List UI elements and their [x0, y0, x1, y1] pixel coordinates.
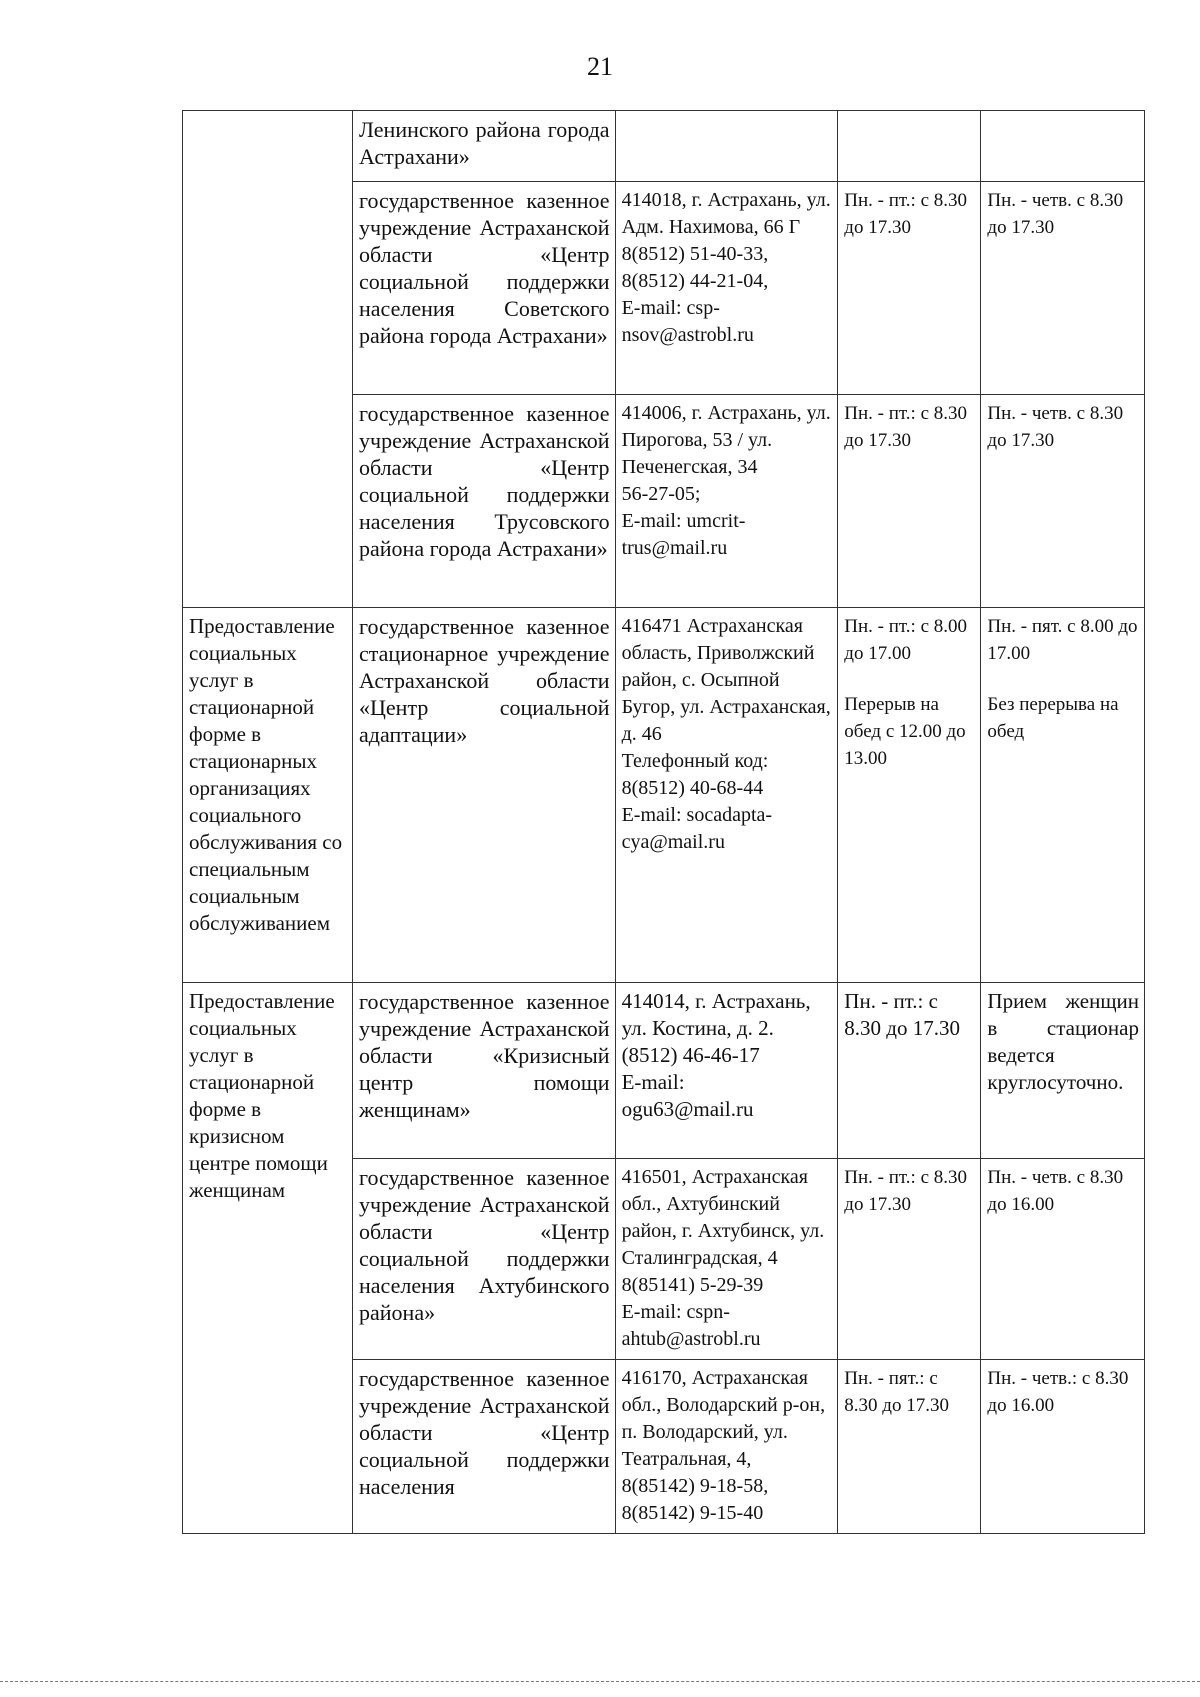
org-cell: Ленинского района города Астрахани»: [353, 111, 616, 182]
schedule-cell: Пн. - пт.: с 8.30 до 17.30: [838, 182, 981, 395]
org-cell: государственное казенное учреждение Астраханской области «Кризисный центр помощи женщинам»: [353, 983, 616, 1159]
reception-break: Без перерыва на обед: [987, 694, 1119, 742]
address-cell: 416471 Астраханская область, Приволжский район, с. Осыпной Бугор, ул. Астраханская, д. 46 Телефонный код: 8(8512) 40-68-44 E-mail: socadapta-cya@mail.ru: [615, 608, 838, 983]
org-cell: государственное казенное учреждение Астраханской области «Центр социальной поддержки населения Советского района города Астрахани»: [353, 182, 616, 395]
schedule-hours: Пн. - пт.: с 8.00 до 17.00: [844, 616, 968, 664]
org-cell: государственное казенное учреждение Астраханской области «Центр социальной поддержки населения Трусовского района города Астрахани»: [353, 395, 616, 608]
reception-cell: [981, 111, 1145, 182]
reception-cell: Пн. - четв. с 8.30 до 16.00: [981, 1159, 1145, 1360]
reception-cell: Пн. - четв. с 8.30 до 17.30: [981, 182, 1145, 395]
address-cell: [615, 111, 838, 182]
page-number: 21: [587, 52, 613, 81]
org-cell: государственное казенное учреждение Астраханской области «Центр социальной поддержки населения: [353, 1360, 616, 1534]
address-cell: 416170, Астраханская обл., Володарский р-он, п. Володарский, ул. Театральная, 4, 8(85142) 9-18-58, 8(85142) 9-15-40: [615, 1360, 838, 1534]
institutions-table: [182, 110, 1145, 1534]
reception-cell: Прием женщин в стационар ведется круглосуточно.: [981, 983, 1145, 1159]
address-cell: 416501, Астраханская обл., Ахтубинский район, г. Ахтубинск, ул. Сталинградская, 4 8(85141) 5-29-39 E-mail: cspn-ahtub@astrobl.ru: [615, 1159, 838, 1360]
service-cell: Предоставление социальных услуг в стационарной форме в стационарных организациях социального обслуживания со специальным социальным обслуживанием: [183, 608, 353, 983]
schedule-cell: [838, 111, 981, 182]
org-cell: государственное казенное стационарное учреждение Астраханской области «Центр социальной адаптации»: [353, 608, 616, 983]
schedule-cell: Пн. - пт.: с 8.30 до 17.30: [838, 395, 981, 608]
address-cell: 414014, г. Астрахань, ул. Костина, д. 2. (8512) 46-46-17 E-mail: ogu63@mail.ru: [615, 983, 838, 1159]
address-cell: 414018, г. Астрахань, ул. Адм. Нахимова, 66 Г 8(8512) 51-40-33, 8(8512) 44-21-04, E-mail: csp-nsov@astrobl.ru: [615, 182, 838, 395]
service-cell: Предоставление социальных услуг в стационарной форме в кризисном центре помощи женщинам: [183, 983, 353, 1534]
reception-hours: Пн. - пят. с 8.00 до 17.00: [987, 616, 1138, 664]
schedule-cell: Пн. - пят.: с 8.30 до 17.30: [838, 1360, 981, 1534]
reception-cell: Пн. - четв.: с 8.30 до 16.00: [981, 1360, 1145, 1534]
table-row: [183, 983, 1145, 1159]
schedule-cell: Пн. - пт.: с 8.30 до 17.30: [838, 983, 981, 1159]
reception-cell: [981, 608, 1145, 983]
page-bottom-rule: [0, 1681, 1200, 1682]
service-cell: [183, 111, 353, 608]
table-row: [183, 608, 1145, 983]
schedule-cell: [838, 608, 981, 983]
org-cell: государственное казенное учреждение Астраханской области «Центр социальной поддержки населения Ахтубинского района»: [353, 1159, 616, 1360]
table-row: [183, 111, 1145, 182]
reception-cell: Пн. - четв. с 8.30 до 17.30: [981, 395, 1145, 608]
address-cell: 414006, г. Астрахань, ул. Пирогова, 53 / ул. Печенегская, 34 56-27-05; E-mail: umcrit-trus@mail.ru: [615, 395, 838, 608]
schedule-cell: Пн. - пт.: с 8.30 до 17.30: [838, 1159, 981, 1360]
schedule-break: Перерыв на обед с 12.00 до 13.00: [844, 694, 966, 769]
